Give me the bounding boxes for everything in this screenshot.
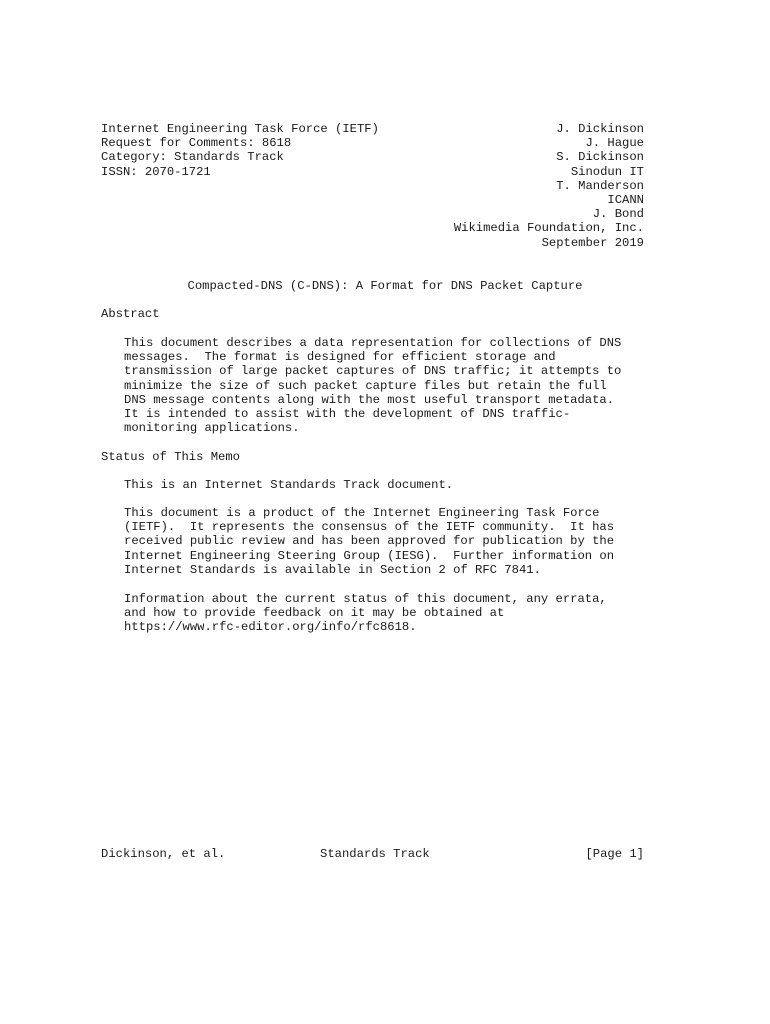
abstract-line: minimize the size of such packet capture files but retain the full <box>124 378 607 393</box>
author-line: T. Manderson <box>556 178 644 193</box>
status-heading: Status of This Memo <box>101 450 240 464</box>
header-left-line: ISSN: 2070-1721 <box>101 164 211 179</box>
author-line: S. Dickinson <box>556 150 644 165</box>
author-line: J. Dickinson <box>556 122 644 136</box>
status-line: received public review and has been approved for publication by the <box>124 534 615 549</box>
abstract-heading: Abstract <box>101 307 160 321</box>
abstract-line: DNS message contents along with the most useful transport metadata. <box>124 392 615 407</box>
abstract-line: transmission of large packet captures of DNS traffic; it attempts to <box>124 364 622 379</box>
status-line: This is an Internet Standards Track document. <box>124 478 454 492</box>
author-line: J. Hague <box>585 136 644 151</box>
abstract-line: messages. The format is designed for efficient storage and <box>124 350 556 365</box>
footer-page-number: [Page 1] <box>585 847 644 861</box>
affiliation-line: ICANN <box>607 193 644 208</box>
header-left-line: Category: Standards Track <box>101 150 284 165</box>
status-paragraph-2 <box>124 506 614 577</box>
affiliation-line: Wikimedia Foundation, Inc. <box>453 221 644 236</box>
header-left-line: Internet Engineering Task Force (IETF) <box>101 122 379 136</box>
abstract-paragraph <box>124 336 621 435</box>
status-paragraph-1 <box>124 478 453 492</box>
status-line: Information about the current status of this document, any errata, <box>124 592 607 606</box>
status-line: (IETF). It represents the consensus of the IETF community. It has <box>124 520 615 535</box>
abstract-line: monitoring applications. <box>124 421 300 436</box>
document-title: Compacted-DNS (C-DNS): A Format for DNS Packet Capture <box>187 279 583 293</box>
status-line: Internet Engineering Steering Group (IESG). Further information on <box>124 548 615 563</box>
affiliation-line: Sinodun IT <box>570 164 644 179</box>
status-line: and how to provide feedback on it may be obtained at <box>124 606 505 621</box>
header-left-block <box>101 122 379 179</box>
status-line: https://www.rfc-editor.org/info/rfc8618. <box>124 620 417 635</box>
footer-category: Standards Track <box>320 847 430 861</box>
status-line: This document is a product of the Internet Engineering Task Force <box>124 506 600 520</box>
header-right-block <box>454 122 644 250</box>
date-line: September 2019 <box>541 235 644 250</box>
abstract-line: It is intended to assist with the development of DNS traffic- <box>124 407 571 422</box>
status-line: Internet Standards is available in Section 2 of RFC 7841. <box>124 562 541 577</box>
author-line: J. Bond <box>592 207 644 222</box>
status-paragraph-3 <box>124 592 607 635</box>
footer-authors: Dickinson, et al. <box>101 847 226 861</box>
abstract-line: This document describes a data representation for collections of DNS <box>124 336 622 350</box>
header-left-line: Request for Comments: 8618 <box>101 136 292 151</box>
